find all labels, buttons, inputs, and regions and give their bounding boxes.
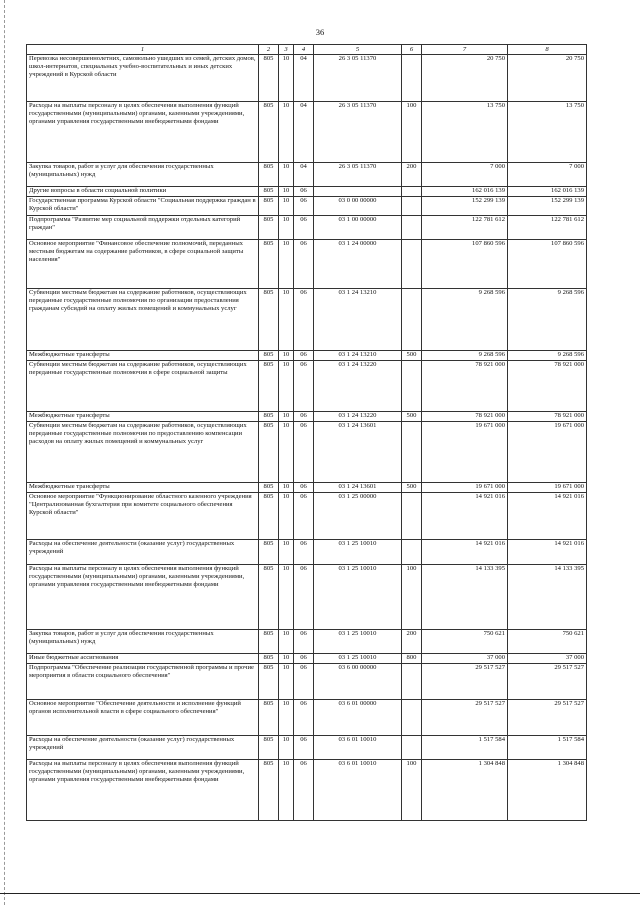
row-expense-type-cell: 500 [402, 412, 422, 422]
row-section-cell: 10 [279, 55, 294, 102]
row-section-cell: 10 [279, 412, 294, 422]
budget-table [26, 44, 587, 821]
table-row [27, 700, 587, 736]
table-row [27, 163, 587, 187]
row-subsection-cell: 04 [294, 102, 314, 163]
row-expense-type-cell [402, 216, 422, 240]
row-grbs-cell: 805 [259, 483, 279, 493]
row-subsection-cell: 06 [294, 412, 314, 422]
row-target-article-cell: 03 6 01 10010 [314, 736, 402, 760]
row-expense-type-cell [402, 664, 422, 700]
column-header: 3 [279, 45, 294, 55]
table-row [27, 240, 587, 289]
row-grbs-cell: 805 [259, 163, 279, 187]
row-grbs-cell: 805 [259, 412, 279, 422]
table-row [27, 55, 587, 102]
row-name-cell: Подпрограмма "Развитие мер социальной поддержки отдельных категорий граждан" [27, 216, 259, 240]
row-name-cell: Основное мероприятие "Функционирование областного казенного учреждения "Централизованная бухгалтерия при комитете социального обеспечения Курской области" [27, 493, 259, 540]
row-section-cell: 10 [279, 700, 294, 736]
table-header-row [27, 45, 587, 55]
row-grbs-cell: 805 [259, 240, 279, 289]
column-header: 5 [314, 45, 402, 55]
column-header: 4 [294, 45, 314, 55]
row-name-cell: Расходы на выплаты персоналу в целях обеспечения выполнения функций государственными (муниципальными) органами, казенными учреждениями, органами управления государственными внебюджетными фондами [27, 760, 259, 821]
row-grbs-cell: 805 [259, 664, 279, 700]
row-target-article-cell: 03 1 24 13210 [314, 289, 402, 351]
row-name-cell: Закупка товаров, работ и услуг для обеспечения государственных (муниципальных) нужд [27, 163, 259, 187]
table-row [27, 216, 587, 240]
row-amount-year1-cell: 14 921 016 [422, 540, 508, 565]
row-grbs-cell: 805 [259, 565, 279, 630]
row-amount-year1-cell: 152 299 139 [422, 197, 508, 216]
row-name-cell: Основное мероприятие "Обеспечение деятельности и исполнение функций органов исполнительной власти в сфере социального обеспечения" [27, 700, 259, 736]
column-header: 7 [422, 45, 508, 55]
page-bottom-rule [0, 893, 640, 894]
table-body [27, 55, 587, 821]
row-section-cell: 10 [279, 493, 294, 540]
row-amount-year1-cell: 122 781 612 [422, 216, 508, 240]
row-amount-year1-cell: 19 671 000 [422, 483, 508, 493]
row-amount-year1-cell: 19 671 000 [422, 422, 508, 483]
row-expense-type-cell: 100 [402, 565, 422, 630]
table-row [27, 102, 587, 163]
row-target-article-cell: 03 1 25 10010 [314, 540, 402, 565]
row-subsection-cell: 06 [294, 664, 314, 700]
row-expense-type-cell: 200 [402, 163, 422, 187]
row-amount-year2-cell: 122 781 612 [508, 216, 587, 240]
row-amount-year2-cell: 1 304 848 [508, 760, 587, 821]
column-header: 2 [259, 45, 279, 55]
row-amount-year1-cell: 29 517 527 [422, 700, 508, 736]
row-name-cell: Субвенции местным бюджетам на содержание работников, осуществляющих переданные государственные полномочия по предоставлению компенсации расходов на оплату жилых помещений и коммунальных услуг [27, 422, 259, 483]
page-number: 36 [315, 27, 325, 37]
row-subsection-cell: 06 [294, 240, 314, 289]
row-subsection-cell: 06 [294, 187, 314, 197]
row-target-article-cell: 03 0 00 00000 [314, 197, 402, 216]
column-header: 1 [27, 45, 259, 55]
row-section-cell: 10 [279, 540, 294, 565]
row-target-article-cell: 03 6 01 10010 [314, 760, 402, 821]
row-expense-type-cell [402, 289, 422, 351]
row-subsection-cell: 04 [294, 163, 314, 187]
row-subsection-cell: 06 [294, 483, 314, 493]
row-amount-year2-cell: 162 016 139 [508, 187, 587, 197]
row-expense-type-cell [402, 240, 422, 289]
row-grbs-cell: 805 [259, 654, 279, 664]
row-amount-year1-cell: 29 517 527 [422, 664, 508, 700]
row-grbs-cell: 805 [259, 540, 279, 565]
row-amount-year1-cell: 9 268 596 [422, 351, 508, 361]
row-amount-year2-cell: 14 921 016 [508, 540, 587, 565]
row-amount-year2-cell: 13 750 [508, 102, 587, 163]
row-grbs-cell: 805 [259, 422, 279, 483]
row-section-cell: 10 [279, 351, 294, 361]
row-grbs-cell: 805 [259, 216, 279, 240]
row-amount-year2-cell: 29 517 527 [508, 664, 587, 700]
row-subsection-cell: 06 [294, 361, 314, 412]
row-section-cell: 10 [279, 760, 294, 821]
row-section-cell: 10 [279, 483, 294, 493]
row-expense-type-cell [402, 55, 422, 102]
row-amount-year1-cell: 162 016 139 [422, 187, 508, 197]
row-grbs-cell: 805 [259, 351, 279, 361]
row-subsection-cell: 06 [294, 736, 314, 760]
table-row [27, 654, 587, 664]
row-grbs-cell: 805 [259, 55, 279, 102]
row-name-cell: Расходы на обеспечение деятельности (оказание услуг) государственных учреждений [27, 736, 259, 760]
row-amount-year1-cell: 13 750 [422, 102, 508, 163]
row-grbs-cell: 805 [259, 493, 279, 540]
row-amount-year2-cell: 152 299 139 [508, 197, 587, 216]
row-amount-year2-cell: 14 133 395 [508, 565, 587, 630]
row-subsection-cell: 06 [294, 289, 314, 351]
table-row [27, 630, 587, 654]
table-row [27, 760, 587, 821]
table-row [27, 664, 587, 700]
row-grbs-cell: 805 [259, 102, 279, 163]
row-amount-year2-cell: 107 860 596 [508, 240, 587, 289]
row-expense-type-cell: 800 [402, 654, 422, 664]
row-amount-year1-cell: 1 304 848 [422, 760, 508, 821]
row-target-article-cell: 03 6 00 00000 [314, 664, 402, 700]
row-section-cell: 10 [279, 422, 294, 483]
row-target-article-cell: 26 3 05 11370 [314, 102, 402, 163]
row-grbs-cell: 805 [259, 630, 279, 654]
row-section-cell: 10 [279, 102, 294, 163]
table-row [27, 565, 587, 630]
row-expense-type-cell [402, 700, 422, 736]
row-amount-year2-cell: 78 921 000 [508, 361, 587, 412]
row-section-cell: 10 [279, 187, 294, 197]
row-expense-type-cell [402, 736, 422, 760]
row-name-cell: Субвенции местным бюджетам на содержание работников, осуществляющих переданные государственные полномочия по организации предоставления гражданам субсидий на оплату жилых помещений и коммунальных услуг [27, 289, 259, 351]
row-amount-year2-cell: 37 000 [508, 654, 587, 664]
table-row [27, 540, 587, 565]
row-expense-type-cell: 500 [402, 483, 422, 493]
row-section-cell: 10 [279, 361, 294, 412]
row-expense-type-cell: 200 [402, 630, 422, 654]
row-target-article-cell [314, 187, 402, 197]
row-amount-year2-cell: 19 671 000 [508, 483, 587, 493]
row-grbs-cell: 805 [259, 289, 279, 351]
row-name-cell: Закупка товаров, работ и услуг для обеспечения государственных (муниципальных) нужд [27, 630, 259, 654]
row-amount-year1-cell: 78 921 000 [422, 361, 508, 412]
row-subsection-cell: 06 [294, 493, 314, 540]
table-row [27, 736, 587, 760]
row-name-cell: Подпрограмма "Обеспечение реализации государственной программы и прочие мероприятия в области социального обеспечения" [27, 664, 259, 700]
row-amount-year1-cell: 7 000 [422, 163, 508, 187]
row-target-article-cell: 03 1 25 10010 [314, 630, 402, 654]
row-grbs-cell: 805 [259, 361, 279, 412]
row-section-cell: 10 [279, 163, 294, 187]
row-section-cell: 10 [279, 664, 294, 700]
row-expense-type-cell: 100 [402, 760, 422, 821]
row-section-cell: 10 [279, 654, 294, 664]
row-section-cell: 10 [279, 197, 294, 216]
row-amount-year1-cell: 750 621 [422, 630, 508, 654]
row-grbs-cell: 805 [259, 700, 279, 736]
row-expense-type-cell [402, 197, 422, 216]
row-name-cell: Иные бюджетные ассигнования [27, 654, 259, 664]
row-name-cell: Основное мероприятие "Финансовое обеспечение полномочий, переданных местным бюджетам на содержание работников, в сфере социальной защиты населения" [27, 240, 259, 289]
row-name-cell: Межбюджетные трансферты [27, 412, 259, 422]
binding-margin-line [4, 0, 5, 905]
row-subsection-cell: 06 [294, 700, 314, 736]
row-subsection-cell: 06 [294, 565, 314, 630]
row-amount-year2-cell: 14 921 016 [508, 493, 587, 540]
row-target-article-cell: 03 1 00 00000 [314, 216, 402, 240]
row-grbs-cell: 805 [259, 197, 279, 216]
row-amount-year1-cell: 107 860 596 [422, 240, 508, 289]
row-amount-year1-cell: 1 517 584 [422, 736, 508, 760]
row-amount-year2-cell: 9 268 596 [508, 351, 587, 361]
row-amount-year1-cell: 78 921 000 [422, 412, 508, 422]
row-expense-type-cell [402, 187, 422, 197]
row-amount-year1-cell: 14 921 016 [422, 493, 508, 540]
row-section-cell: 10 [279, 736, 294, 760]
row-expense-type-cell: 100 [402, 102, 422, 163]
row-name-cell: Межбюджетные трансферты [27, 351, 259, 361]
row-subsection-cell: 04 [294, 55, 314, 102]
row-name-cell: Расходы на обеспечение деятельности (оказание услуг) государственных учреждений [27, 540, 259, 565]
row-expense-type-cell [402, 361, 422, 412]
row-expense-type-cell [402, 540, 422, 565]
row-amount-year2-cell: 19 671 000 [508, 422, 587, 483]
column-header: 8 [508, 45, 587, 55]
row-section-cell: 10 [279, 565, 294, 630]
table-row [27, 187, 587, 197]
table-row [27, 197, 587, 216]
row-grbs-cell: 805 [259, 760, 279, 821]
row-target-article-cell: 03 1 24 13220 [314, 412, 402, 422]
table-row [27, 412, 587, 422]
row-expense-type-cell [402, 493, 422, 540]
row-name-cell: Субвенции местным бюджетам на содержание работников, осуществляющих переданные государственные полномочия в сфере социальной защиты [27, 361, 259, 412]
row-amount-year2-cell: 9 268 596 [508, 289, 587, 351]
row-subsection-cell: 06 [294, 422, 314, 483]
row-grbs-cell: 805 [259, 736, 279, 760]
row-section-cell: 10 [279, 630, 294, 654]
row-target-article-cell: 03 6 01 00000 [314, 700, 402, 736]
row-amount-year1-cell: 37 000 [422, 654, 508, 664]
column-header: 6 [402, 45, 422, 55]
row-amount-year2-cell: 7 000 [508, 163, 587, 187]
row-target-article-cell: 03 1 25 00000 [314, 493, 402, 540]
row-amount-year2-cell: 750 621 [508, 630, 587, 654]
row-amount-year1-cell: 20 750 [422, 55, 508, 102]
row-subsection-cell: 06 [294, 630, 314, 654]
row-name-cell: Перевозка несовершеннолетних, самовольно ушедших из семей, детских домов, школ-интернатов, специальных учебно-воспитательных и иных детских учреждений в Курской области [27, 55, 259, 102]
row-target-article-cell: 26 3 05 11370 [314, 55, 402, 102]
row-name-cell: Государственная программа Курской области "Социальная поддержка граждан в Курской области" [27, 197, 259, 216]
row-target-article-cell: 03 1 25 10010 [314, 565, 402, 630]
row-target-article-cell: 03 1 24 00000 [314, 240, 402, 289]
row-amount-year1-cell: 9 268 596 [422, 289, 508, 351]
row-name-cell: Расходы на выплаты персоналу в целях обеспечения выполнения функций государственными (муниципальными) органами, казенными учреждениями, органами управления государственными внебюджетными фондами [27, 102, 259, 163]
table-row [27, 289, 587, 351]
row-target-article-cell: 03 1 25 10010 [314, 654, 402, 664]
row-expense-type-cell [402, 422, 422, 483]
row-amount-year2-cell: 29 517 527 [508, 700, 587, 736]
row-expense-type-cell: 500 [402, 351, 422, 361]
table-row [27, 361, 587, 412]
row-target-article-cell: 03 1 24 13210 [314, 351, 402, 361]
row-subsection-cell: 06 [294, 216, 314, 240]
row-target-article-cell: 03 1 24 13220 [314, 361, 402, 412]
row-target-article-cell: 26 3 05 11370 [314, 163, 402, 187]
row-target-article-cell: 03 1 24 13601 [314, 483, 402, 493]
table-row [27, 483, 587, 493]
row-subsection-cell: 06 [294, 351, 314, 361]
row-target-article-cell: 03 1 24 13601 [314, 422, 402, 483]
row-section-cell: 10 [279, 289, 294, 351]
row-amount-year2-cell: 20 750 [508, 55, 587, 102]
row-amount-year2-cell: 1 517 584 [508, 736, 587, 760]
row-amount-year1-cell: 14 133 395 [422, 565, 508, 630]
row-amount-year2-cell: 78 921 000 [508, 412, 587, 422]
table-row [27, 493, 587, 540]
row-section-cell: 10 [279, 216, 294, 240]
row-section-cell: 10 [279, 240, 294, 289]
table-row [27, 422, 587, 483]
row-name-cell: Межбюджетные трансферты [27, 483, 259, 493]
row-grbs-cell: 805 [259, 187, 279, 197]
row-subsection-cell: 06 [294, 654, 314, 664]
row-name-cell: Другие вопросы в области социальной политики [27, 187, 259, 197]
row-subsection-cell: 06 [294, 760, 314, 821]
row-subsection-cell: 06 [294, 540, 314, 565]
table-row [27, 351, 587, 361]
row-subsection-cell: 06 [294, 197, 314, 216]
row-name-cell: Расходы на выплаты персоналу в целях обеспечения выполнения функций государственными (муниципальными) органами, казенными учреждениями, органами управления государственными внебюджетными фондами [27, 565, 259, 630]
